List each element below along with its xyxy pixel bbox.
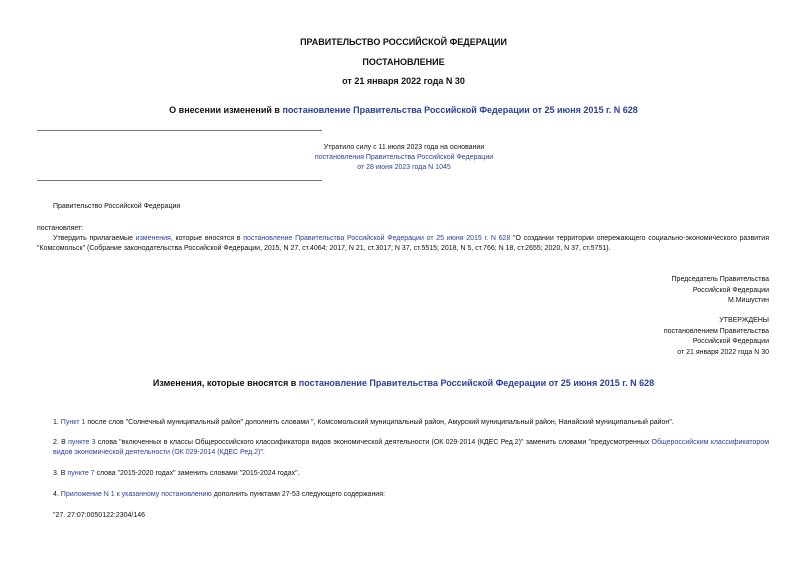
change-item-5: "27. 27:07:0050122:2304/146 (53, 512, 146, 519)
divider-bottom (37, 180, 322, 181)
status-block (229, 143, 579, 173)
approved-by: постановлением Правительства (663, 327, 769, 335)
changes-title (0, 378, 807, 388)
signature-block (672, 275, 769, 307)
item4-link[interactable]: Приложение N 1 к указанному постановлению (60, 491, 212, 498)
signature-name: М.Мишустин (727, 297, 769, 304)
issuer-text: Правительство Российской Федерации (53, 203, 181, 210)
resolution-628-link[interactable]: постановление Правительства Российской Федерации от 25 июня 2015 г. N 628 (243, 235, 511, 242)
resolution-paragraph: Утвердить прилагаемые изменения, которые вносятся в постановление Правительства Российской Федерации от 25 июня 2015 г. N 628 "О создании территории опережающего социально-экономического развития "Комсомольск" (Собрание законодательства Российской Федерации, 2015, N 27, ст.4064; 2017, N 21, ст.3017; N 37, ст.5515; 2018, N 5, ст.766; N 18, ст.2655; 2020, N 37, ст.5751). (37, 235, 769, 252)
change-item-1: 1. Пункт 1 после слов "Солнечный муниципальный район" дополнить словами ", Комсомольский муниципальный район, Амурский муниципальный район, Нанайский муниципальный район". (53, 419, 674, 426)
document-title (0, 105, 807, 115)
resolves-text: постановляет: (37, 225, 84, 232)
item2-link-point[interactable]: пункте 3 (68, 439, 96, 446)
item1-link[interactable]: Пункт 1 (60, 419, 86, 426)
signature-country: Российской Федерации (692, 286, 769, 294)
change-item-3: 3. В пункте 7 слова "2015-2020 годах" заменить словами "2015-2024 годах". (53, 470, 300, 477)
approved-label: УТВЕРЖДЕНЫ (719, 317, 769, 324)
status-link-resolution[interactable]: постановления Правительства Российской Федерации (314, 154, 494, 161)
title-link[interactable]: постановление Правительства Российской Федерации от 25 июня 2015 г. N 628 (282, 105, 638, 115)
status-text: Утратило силу с 11 июля 2023 года на основании (323, 144, 485, 151)
item3-link[interactable]: пункте 7 (67, 470, 95, 477)
approved-date: от 21 января 2022 года N 30 (677, 348, 769, 356)
approved-country: Российской Федерации (692, 338, 769, 345)
change-item-4: 4. Приложение N 1 к указанному постановлению дополнить пунктами 27-53 следующего содержания: (53, 491, 385, 498)
document-type: ПОСТАНОВЛЕНИЕ (362, 57, 445, 67)
document-date-number: от 21 января 2022 года N 30 (342, 76, 465, 86)
approved-block (664, 316, 769, 358)
signature-position: Председатель Правительства (671, 276, 769, 283)
changes-title-prefix: Изменения, которые вносятся в (152, 378, 299, 388)
changes-link[interactable]: изменения (135, 235, 171, 242)
item2-link-classifier[interactable]: Общероссийским классификатором видов экономической деятельности (ОК 029-2014 (КДЕС Ред.2) (53, 439, 770, 456)
change-item-2: 2. В пункте 3 слова "включенных в классы Общероссийского классификатора видов экономической деятельности (ОК 029-2014 (КДЕС Ред.2)" заменить словами "предусмотренных Общероссийским классификатором видов экономической деятельности (ОК 029-2014 (КДЕС Ред.2)". (53, 439, 770, 456)
status-link-date[interactable]: от 28 июня 2023 года N 1045 (357, 164, 451, 171)
government-heading: ПРАВИТЕЛЬСТВО РОССИЙСКОЙ ФЕДЕРАЦИИ (300, 37, 507, 47)
title-prefix: О внесении изменений в (169, 105, 283, 115)
divider-top (37, 130, 322, 131)
changes-title-link[interactable]: постановление Правительства Российской Федерации от 25 июня 2015 г. N 628 (298, 378, 655, 388)
